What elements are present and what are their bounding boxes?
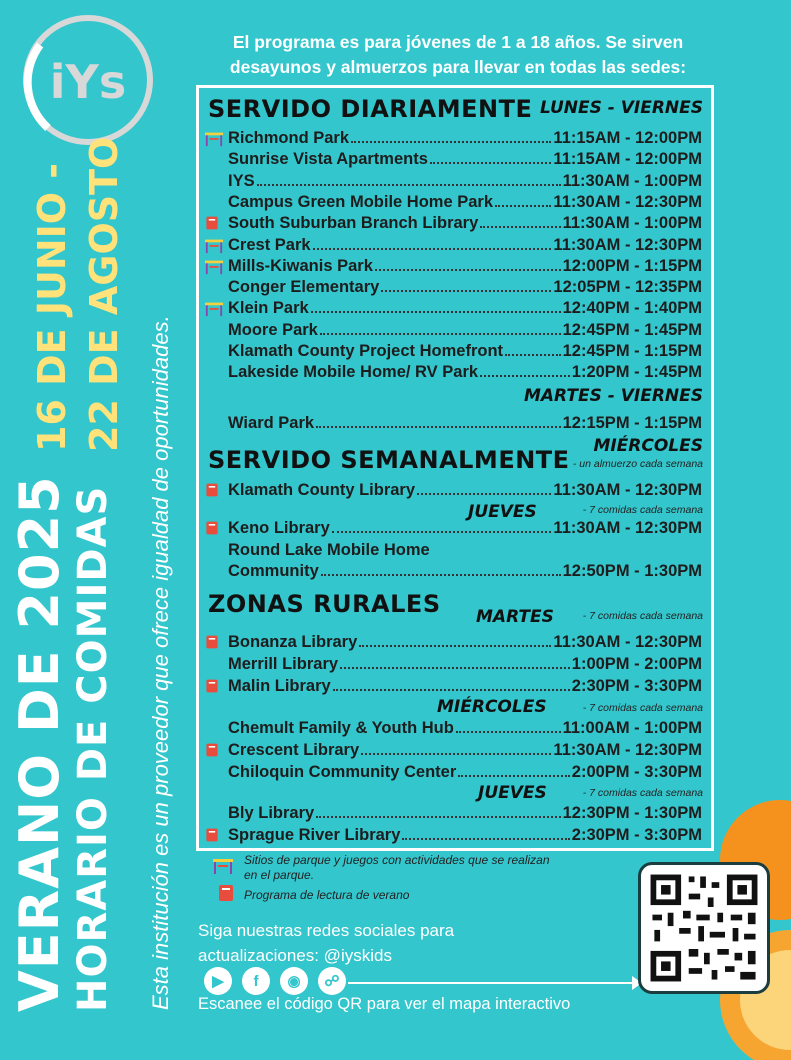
leader-dots [480,226,560,228]
legend-reading: Programa de lectura de verano [244,888,410,902]
globe-icon[interactable]: ☍ [318,967,346,995]
note-thursday: - 7 comidas cada semana [582,504,703,516]
schedule-row [228,479,702,500]
instagram-icon[interactable]: ◉ [280,967,308,995]
intro-text: El programa es para jóvenes de 1 a 18 años. Se sirven desayunos y almuerzos para llevar en todas las sedes: [229,32,687,77]
note-wednesday-rural: - 7 comidas cada semana [582,702,703,714]
follow-line2: actualizaciones: @iyskids [198,946,392,965]
note-wednesday: - un almuerzo cada semana [572,458,703,470]
location-name: Sunrise Vista Apartments [228,150,428,169]
provider-note: Esta institución es un proveedor que ofrece igualdad de oportunidades. [148,315,173,1010]
serving-time: 12:15PM - 1:15PM [562,414,702,432]
location-name: Crescent Library [228,740,360,759]
legend-park-line2: en el parque. [244,868,315,882]
serving-time: 11:30AM - 12:30PM [553,192,702,211]
location-name: Merrill Library [228,654,339,673]
schedule-row [228,761,702,782]
schedule-row [228,234,702,255]
schedule-row [228,517,702,538]
leader-dots [332,531,552,533]
day-thursday-rural: JUEVES [478,783,547,803]
schedule-row [228,361,702,382]
location-name: Mills-Kiwanis Park [228,256,373,275]
leader-dots [316,816,560,818]
day-tuesday: MARTES [476,607,554,627]
location-name: Bonanza Library [228,633,358,651]
location-name: Klein Park [228,299,309,318]
youtube-icon[interactable]: ▶ [204,967,232,995]
day-thursday: JUEVES [468,502,537,522]
note-tuesday: - 7 comidas cada semana [582,610,703,622]
schedule-row [228,191,702,212]
schedule-row [228,717,702,738]
serving-time: 1:00PM - 2:00PM [571,654,702,673]
leader-dots [361,753,551,755]
playground-icon [204,129,222,147]
round-lake-row [228,560,702,581]
note-thursday-rural: - 7 comidas cada semana [582,787,703,799]
title-line2: HORARIO DE COMIDAS [70,485,116,1012]
schedule-row [228,824,702,845]
serving-time: 12:05PM - 12:35PM [553,278,702,297]
section-weekly-heading: SERVIDO SEMANALMENTE [208,446,570,474]
section-daily-heading: SERVIDO DIARIAMENTE [208,95,533,123]
book-icon [204,677,222,695]
serving-time: 11:30AM - 12:30PM [553,235,702,254]
qr-caption: Escanee el código QR para ver el mapa interactivo [198,995,571,1013]
location-name: Wiard Park [228,414,315,432]
date-line1: 16 DE JUNIO - [30,162,74,452]
schedule-row [228,297,702,318]
leader-dots [340,667,570,669]
section-rural-heading: ZONAS RURALES [208,590,441,618]
qr-code[interactable] [638,862,770,994]
leader-dots [402,838,569,840]
round-lake-name-line2: Community [228,562,319,580]
leader-dots [456,731,561,733]
serving-time: 12:30PM - 1:30PM [562,804,702,822]
location-name: Chiloquin Community Center [228,762,457,781]
round-lake-name-line1: Round Lake Mobile Home [228,541,430,559]
schedule-row [228,340,702,361]
schedule-row [228,127,702,148]
schedule-row [228,675,702,696]
schedule-row [228,802,702,823]
serving-time: 11:30AM - 1:00PM [562,214,702,233]
leader-dots [417,493,551,495]
book-icon [204,741,222,759]
location-name: Campus Green Mobile Home Park [228,192,493,211]
day-wednesday: MIÉRCOLES [593,436,703,456]
serving-time: 12:45PM - 1:15PM [562,342,702,360]
round-lake-time: 12:50PM - 1:30PM [562,562,702,580]
location-name: South Suburban Branch Library [228,214,479,233]
serving-time: 11:30AM - 12:30PM [553,740,702,759]
facebook-icon[interactable]: f [242,967,270,995]
schedule-row [228,319,702,340]
leader-dots [505,354,561,356]
leader-dots [316,426,561,428]
location-name: Crest Park [228,235,311,254]
leader-dots [458,775,570,777]
date-line2: 22 DE AGOSTO [82,136,126,452]
book-icon [204,481,222,499]
book-icon [204,214,222,232]
serving-time: 11:30AM - 12:30PM [553,519,702,537]
leader-dots [359,645,551,647]
leader-dots [381,290,551,292]
location-name: Chemult Family & Youth Hub [228,719,454,737]
leader-dots [480,375,570,377]
leader-dots [257,184,561,186]
serving-time: 11:30AM - 12:30PM [553,481,702,499]
serving-time: 12:40PM - 1:40PM [562,299,702,318]
location-name: Sprague River Library [228,825,401,844]
schedule-row [228,170,702,191]
location-name: Moore Park [228,320,318,339]
location-name: Malin Library [228,676,331,695]
days-mon-fri: LUNES - VIERNES [540,98,703,118]
playground-icon [204,236,222,254]
leader-dots [321,574,561,576]
book-icon [216,883,236,903]
schedule-row [228,148,702,169]
leader-dots [320,333,561,335]
location-name: Klamath County Project Homefront [228,342,504,360]
leader-dots [313,248,552,250]
days-tue-fri: MARTES - VIERNES [523,386,703,406]
follow-text [198,918,454,968]
legend-park [244,853,550,883]
schedule-row [228,739,702,760]
book-icon [204,826,222,844]
location-name: Keno Library [228,519,330,537]
serving-time: 11:15AM - 12:00PM [553,150,702,169]
leader-dots [351,141,551,143]
logo-text: iYs [49,55,127,109]
leader-dots [430,162,552,164]
playground-icon [204,257,222,275]
location-name: IYS [228,171,255,190]
leader-dots [375,269,561,271]
social-icons [204,967,346,995]
book-icon [204,633,222,651]
serving-time: 11:15AM - 12:00PM [553,129,702,147]
schedule-row [228,631,702,652]
serving-time: 1:20PM - 1:45PM [571,363,702,382]
schedule-row [228,653,702,674]
schedule-row [228,276,702,297]
leader-dots [495,205,551,207]
serving-time: 11:00AM - 1:00PM [562,719,702,737]
iys-logo [18,10,158,150]
title-line1: VERANO DE 2025 [8,475,71,1012]
serving-time: 12:00PM - 1:15PM [562,256,702,275]
day-wednesday-rural: MIÉRCOLES [437,697,547,717]
location-name: Conger Elementary [228,278,380,297]
leader-dots [333,689,570,691]
follow-line1: Siga nuestras redes sociales para [198,921,455,940]
playground-icon [204,299,222,317]
serving-time: 2:30PM - 3:30PM [571,825,702,844]
location-name: Richmond Park [228,129,350,147]
location-name: Lakeside Mobile Home/ RV Park [228,363,479,382]
book-icon [204,519,222,537]
legend-park-line1: Sitios de parque y juegos con actividades que se realizan [244,853,550,867]
schedule-row [228,255,702,276]
location-name: Bly Library [228,804,315,822]
serving-time: 2:30PM - 3:30PM [571,676,702,695]
playground-icon [212,855,234,875]
serving-time: 2:00PM - 3:30PM [571,762,702,781]
arrow-line [348,982,638,984]
location-name: Klamath County Library [228,481,416,499]
serving-time: 11:30AM - 12:30PM [553,633,702,651]
leader-dots [311,311,561,313]
schedule-row [228,212,702,233]
schedule-row [228,412,702,433]
serving-time: 12:45PM - 1:45PM [562,320,702,339]
serving-time: 11:30AM - 1:00PM [562,171,702,190]
